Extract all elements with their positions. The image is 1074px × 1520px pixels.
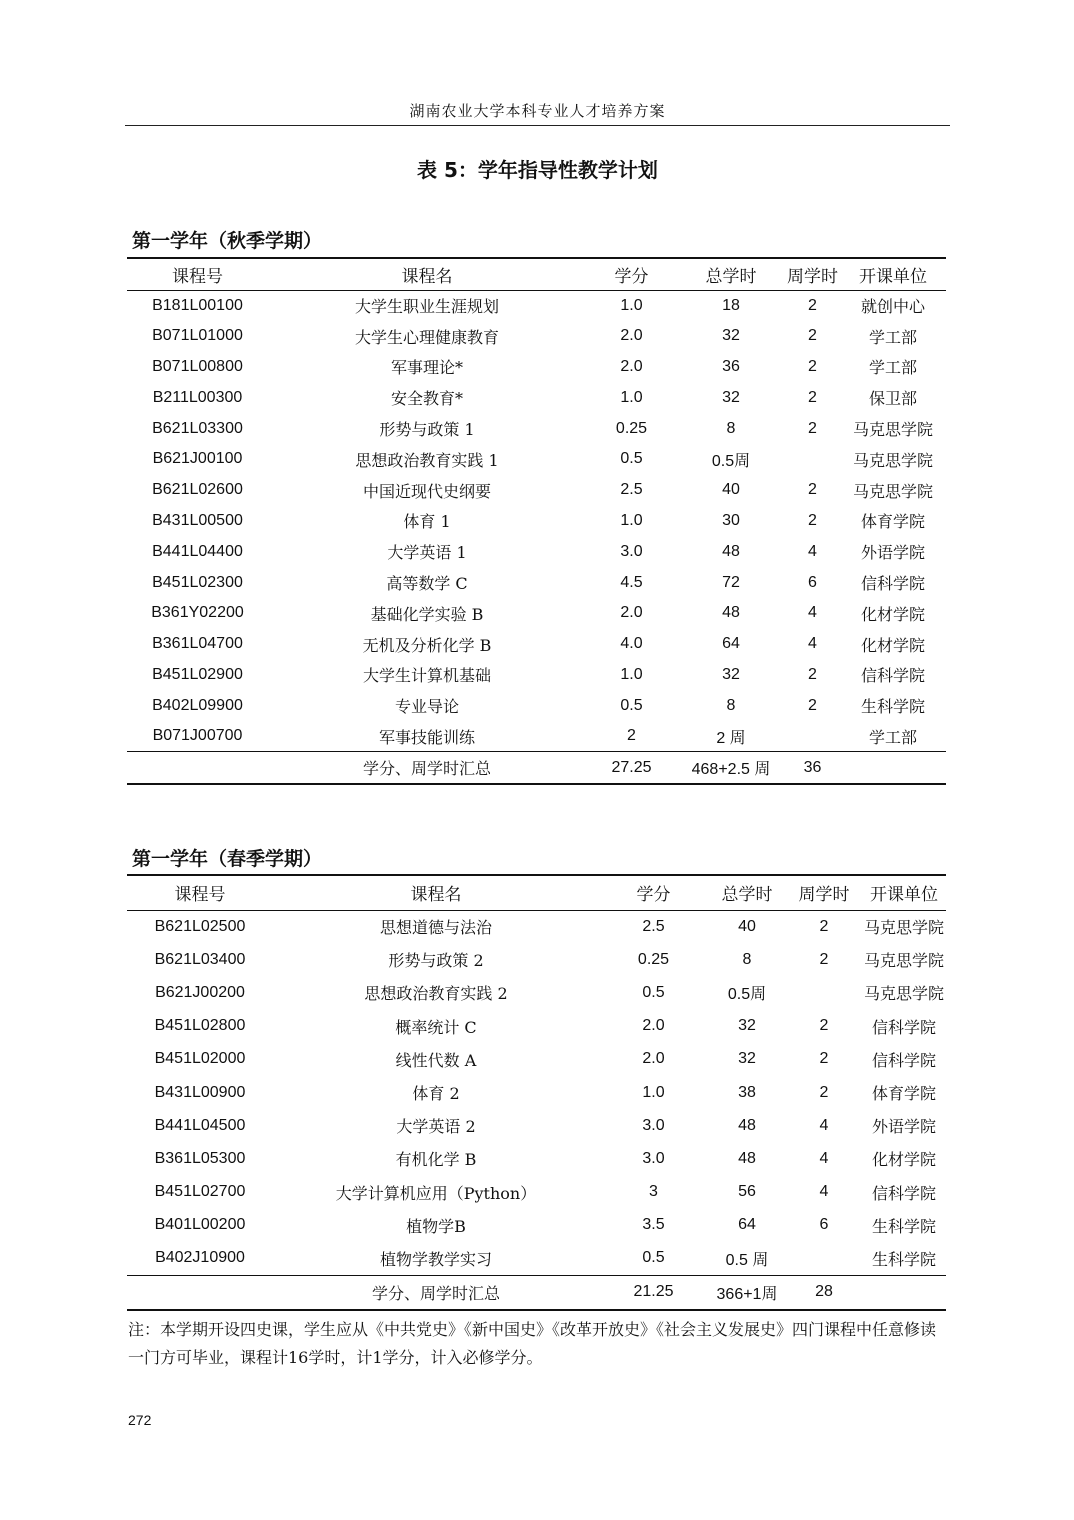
course-code: B621L02600 bbox=[152, 481, 243, 499]
course-total-hours: 32 bbox=[722, 327, 740, 345]
course-total-hours: 64 bbox=[722, 635, 740, 653]
course-row bbox=[127, 660, 946, 691]
course-code: B621L02500 bbox=[154, 917, 246, 935]
course-total-hours: 32 bbox=[722, 388, 740, 406]
course-credits: 3.0 bbox=[620, 542, 643, 560]
course-unit: 信科学院 bbox=[860, 666, 925, 686]
course-row bbox=[127, 690, 946, 721]
total-empty-cell bbox=[127, 752, 268, 784]
course-credits: 2 bbox=[627, 727, 636, 745]
course-credits: 2.0 bbox=[642, 1017, 665, 1035]
course-code: B621L03400 bbox=[154, 950, 246, 968]
course-credits: 0.5 bbox=[642, 1249, 665, 1267]
course-total-hours: 30 bbox=[722, 511, 740, 529]
course-code: B071J00700 bbox=[152, 727, 243, 745]
course-name: 形势与政策 2 bbox=[388, 951, 484, 971]
total-credits: 27.25 bbox=[611, 758, 652, 776]
course-name: 专业导论 bbox=[394, 697, 459, 717]
total-row bbox=[127, 1275, 946, 1310]
col-header-unit: 开课单位 bbox=[859, 266, 927, 287]
course-credits: 2.0 bbox=[620, 357, 643, 375]
course-name: 基础化学实验 B bbox=[370, 604, 484, 624]
course-name: 大学生计算机基础 bbox=[362, 666, 491, 686]
total-label: 学分、周学时汇总 bbox=[362, 759, 491, 779]
course-unit: 马克思学院 bbox=[863, 918, 944, 938]
course-row bbox=[127, 598, 946, 629]
fall-semester-heading: 第一学年（秋季学期） bbox=[132, 230, 323, 252]
course-total-hours: 8 bbox=[726, 696, 736, 714]
total-label: 学分、周学时汇总 bbox=[371, 1283, 500, 1303]
course-weekly-hours bbox=[785, 721, 840, 752]
course-row bbox=[127, 1176, 946, 1209]
course-name: 体育 1 bbox=[403, 512, 451, 532]
col-header-code: 课程号 bbox=[172, 266, 223, 287]
course-name: 线性代数 A bbox=[395, 1050, 477, 1070]
course-row bbox=[127, 475, 946, 506]
course-name: 军事技能训练 bbox=[378, 727, 475, 747]
course-total-hours: 32 bbox=[738, 1017, 756, 1035]
course-row bbox=[127, 1142, 946, 1175]
course-unit: 体育学院 bbox=[860, 512, 925, 532]
course-row bbox=[127, 413, 946, 444]
course-credits: 2.0 bbox=[620, 604, 643, 622]
course-row bbox=[127, 1076, 946, 1109]
course-unit: 化材学院 bbox=[871, 1150, 936, 1170]
course-code: B451L02800 bbox=[154, 1017, 246, 1035]
course-total-hours: 8 bbox=[726, 419, 736, 437]
course-total-hours: 2 周 bbox=[716, 729, 746, 747]
course-total-hours: 72 bbox=[722, 573, 740, 591]
course-weekly-hours bbox=[786, 976, 862, 1009]
course-weekly-hours: 2 bbox=[808, 357, 817, 375]
course-row bbox=[127, 321, 946, 352]
fall-semester-table bbox=[127, 257, 946, 785]
total-weekly-hours: 28 bbox=[815, 1283, 833, 1301]
course-total-hours: 48 bbox=[722, 542, 740, 560]
course-row bbox=[127, 506, 946, 537]
course-credits: 1.0 bbox=[620, 511, 643, 529]
course-unit: 保卫部 bbox=[868, 389, 917, 409]
course-row bbox=[127, 629, 946, 660]
course-credits: 2.0 bbox=[620, 327, 643, 345]
course-weekly-hours: 2 bbox=[808, 419, 817, 437]
course-code: B431L00500 bbox=[152, 511, 243, 529]
course-code: B621J00200 bbox=[155, 983, 245, 1001]
course-weekly-hours: 4 bbox=[808, 635, 817, 653]
total-weekly-hours: 36 bbox=[803, 758, 822, 776]
course-name: 安全教育* bbox=[390, 389, 463, 409]
col-header-weekly-hours: 周学时 bbox=[787, 266, 838, 287]
course-weekly-hours: 2 bbox=[819, 1017, 829, 1035]
course-name: 体育 2 bbox=[412, 1084, 460, 1104]
course-name: 思想政治教育实践 1 bbox=[355, 450, 499, 470]
course-name: 大学英语 2 bbox=[396, 1117, 476, 1137]
total-empty-cell bbox=[840, 752, 946, 784]
course-unit: 马克思学院 bbox=[852, 450, 933, 470]
page-number: 272 bbox=[128, 1412, 152, 1428]
course-code: B071L00800 bbox=[152, 357, 243, 375]
course-name: 大学生职业生涯规划 bbox=[354, 297, 499, 317]
course-unit: 生科学院 bbox=[871, 1249, 936, 1269]
course-code: B361L05300 bbox=[154, 1149, 246, 1167]
course-credits: 2.5 bbox=[620, 481, 643, 499]
course-unit: 就创中心 bbox=[860, 297, 925, 317]
course-name: 思想道德与法治 bbox=[379, 918, 492, 938]
total-empty-cell bbox=[127, 1275, 273, 1310]
course-total-hours: 48 bbox=[738, 1116, 756, 1134]
course-total-hours: 40 bbox=[722, 481, 740, 499]
table-header-row bbox=[127, 875, 946, 910]
course-credits: 3.0 bbox=[642, 1149, 665, 1167]
course-total-hours: 32 bbox=[738, 1050, 756, 1068]
course-row bbox=[127, 1043, 946, 1076]
col-header-unit: 开课单位 bbox=[870, 885, 938, 906]
course-weekly-hours bbox=[786, 1242, 862, 1275]
course-name: 形势与政策 1 bbox=[379, 420, 475, 440]
course-row bbox=[127, 1242, 946, 1275]
course-total-hours: 36 bbox=[722, 357, 740, 375]
course-unit: 马克思学院 bbox=[863, 951, 944, 971]
course-weekly-hours: 4 bbox=[808, 542, 817, 560]
course-weekly-hours: 4 bbox=[819, 1116, 829, 1134]
col-header-name: 课程名 bbox=[410, 885, 462, 906]
course-row bbox=[127, 444, 946, 475]
course-unit: 体育学院 bbox=[871, 1084, 936, 1104]
course-weekly-hours: 2 bbox=[819, 950, 829, 968]
course-row bbox=[127, 1209, 946, 1242]
total-hours: 468+2.5 周 bbox=[691, 761, 771, 779]
table-header-row bbox=[127, 258, 946, 290]
course-code: B402J10900 bbox=[155, 1249, 245, 1267]
course-row bbox=[127, 1010, 946, 1043]
course-unit: 外语学院 bbox=[871, 1117, 936, 1137]
course-weekly-hours: 2 bbox=[819, 917, 829, 935]
total-hours: 366+1周 bbox=[716, 1285, 778, 1303]
course-weekly-hours: 2 bbox=[808, 481, 817, 499]
course-name: 高等数学 C bbox=[386, 574, 468, 594]
course-total-hours: 18 bbox=[722, 296, 740, 314]
course-name: 思想政治教育实践 2 bbox=[364, 984, 508, 1004]
col-header-credits: 学分 bbox=[636, 885, 671, 906]
course-weekly-hours: 2 bbox=[808, 665, 817, 683]
course-unit: 化材学院 bbox=[860, 635, 925, 655]
course-unit: 学工部 bbox=[868, 358, 917, 378]
course-credits: 3.0 bbox=[642, 1116, 665, 1134]
col-header-total-hours: 总学时 bbox=[705, 266, 757, 287]
course-name: 中国近现代史纲要 bbox=[362, 481, 491, 501]
course-credits: 4.5 bbox=[620, 573, 643, 591]
spring-semester-heading: 第一学年（春季学期） bbox=[132, 848, 323, 870]
course-weekly-hours: 4 bbox=[808, 604, 817, 622]
course-row bbox=[127, 536, 946, 567]
course-name: 无机及分析化学 B bbox=[362, 635, 492, 655]
course-code: B401L00200 bbox=[154, 1216, 246, 1234]
course-code: B211L00300 bbox=[152, 388, 243, 406]
course-code: B181L00100 bbox=[152, 296, 243, 314]
course-name: 植物学B bbox=[406, 1216, 466, 1236]
course-unit: 马克思学院 bbox=[863, 984, 944, 1004]
course-code: B441L04500 bbox=[154, 1116, 246, 1134]
col-header-total-hours: 总学时 bbox=[721, 885, 773, 906]
course-unit: 生科学院 bbox=[871, 1216, 936, 1236]
col-header-weekly-hours: 周学时 bbox=[798, 885, 850, 906]
course-credits: 0.5 bbox=[620, 450, 643, 468]
course-weekly-hours: 2 bbox=[808, 296, 817, 314]
course-total-hours: 48 bbox=[722, 604, 740, 622]
course-code: B621L03300 bbox=[152, 419, 243, 437]
course-row bbox=[127, 910, 946, 943]
course-code: B071L01000 bbox=[152, 327, 243, 345]
course-row bbox=[127, 1109, 946, 1142]
course-code: B441L04400 bbox=[152, 542, 243, 560]
course-credits: 3 bbox=[649, 1183, 658, 1201]
course-unit: 信科学院 bbox=[871, 1017, 936, 1037]
course-row bbox=[127, 352, 946, 383]
course-unit: 信科学院 bbox=[871, 1050, 936, 1070]
course-unit: 信科学院 bbox=[860, 574, 925, 594]
course-total-hours: 0.5周 bbox=[711, 452, 751, 470]
course-total-hours: 38 bbox=[738, 1083, 756, 1101]
course-unit: 马克思学院 bbox=[852, 420, 933, 440]
course-unit: 生科学院 bbox=[860, 697, 925, 717]
course-credits: 2.5 bbox=[642, 917, 665, 935]
course-code: B451L02000 bbox=[154, 1050, 246, 1068]
course-code: B451L02700 bbox=[154, 1183, 246, 1201]
course-code: B361L04700 bbox=[152, 635, 243, 653]
course-row bbox=[127, 382, 946, 413]
course-name: 大学生心理健康教育 bbox=[354, 327, 499, 347]
course-row bbox=[127, 976, 946, 1009]
course-unit: 学工部 bbox=[868, 327, 917, 347]
course-weekly-hours: 6 bbox=[819, 1216, 829, 1234]
course-code: B402L09900 bbox=[152, 696, 243, 714]
course-unit: 学工部 bbox=[868, 727, 917, 747]
course-unit: 化材学院 bbox=[860, 604, 925, 624]
course-name: 植物学教学实习 bbox=[379, 1249, 492, 1269]
course-total-hours: 56 bbox=[738, 1183, 756, 1201]
total-empty-cell bbox=[862, 1275, 946, 1310]
course-credits: 1.0 bbox=[620, 388, 643, 406]
course-total-hours: 8 bbox=[742, 950, 752, 968]
course-row bbox=[127, 290, 946, 321]
course-credits: 1.0 bbox=[642, 1083, 665, 1101]
course-name: 有机化学 B bbox=[395, 1150, 477, 1170]
course-weekly-hours: 2 bbox=[808, 327, 817, 345]
course-credits: 3.5 bbox=[642, 1216, 665, 1234]
course-total-hours: 48 bbox=[738, 1149, 756, 1167]
course-code: B361Y02200 bbox=[151, 604, 244, 622]
course-credits: 0.25 bbox=[615, 419, 648, 437]
course-credits: 2.0 bbox=[642, 1050, 665, 1068]
course-name: 军事理论* bbox=[390, 358, 463, 378]
course-weekly-hours: 4 bbox=[819, 1183, 829, 1201]
course-row bbox=[127, 943, 946, 976]
course-weekly-hours: 2 bbox=[808, 696, 817, 714]
header-rule bbox=[125, 125, 950, 126]
course-name: 大学英语 1 bbox=[387, 543, 467, 563]
course-credits: 1.0 bbox=[620, 296, 643, 314]
col-header-name: 课程名 bbox=[401, 266, 453, 287]
table-title: 表 5：学年指导性教学计划 bbox=[417, 158, 658, 182]
course-credits: 4.0 bbox=[620, 635, 643, 653]
col-header-credits: 学分 bbox=[614, 266, 649, 287]
course-unit: 外语学院 bbox=[860, 543, 925, 563]
course-code: B431L00900 bbox=[154, 1083, 246, 1101]
course-credits: 0.5 bbox=[642, 983, 665, 1001]
course-unit: 马克思学院 bbox=[852, 481, 933, 501]
course-total-hours: 40 bbox=[738, 917, 756, 935]
course-total-hours: 0.5 周 bbox=[725, 1251, 769, 1269]
footnote: 注：本学期开设四史课，学生应从《中共党史》《新中国史》《改革开放史》《社会主义发展史》四门课程中任意修读一门方可毕业，课程计16学时，计1学分，计入必修学分。 bbox=[128, 1320, 937, 1367]
course-name: 概率统计 C bbox=[395, 1017, 477, 1037]
course-row bbox=[127, 721, 946, 752]
course-credits: 0.5 bbox=[620, 696, 643, 714]
course-credits: 1.0 bbox=[620, 665, 643, 683]
course-weekly-hours bbox=[785, 444, 840, 475]
course-weekly-hours: 2 bbox=[819, 1050, 829, 1068]
spring-semester-table bbox=[127, 874, 946, 1311]
course-code: B451L02300 bbox=[152, 573, 243, 591]
course-total-hours: 64 bbox=[738, 1216, 756, 1234]
course-code: B621J00100 bbox=[152, 450, 243, 468]
course-weekly-hours: 4 bbox=[819, 1149, 829, 1167]
course-weekly-hours: 6 bbox=[808, 573, 817, 591]
running-header: 湖南农业大学本科专业人才培养方案 bbox=[409, 102, 666, 120]
total-credits: 21.25 bbox=[633, 1283, 674, 1301]
course-weekly-hours: 2 bbox=[808, 511, 817, 529]
total-row bbox=[127, 752, 946, 784]
course-weekly-hours: 2 bbox=[819, 1083, 829, 1101]
course-total-hours: 32 bbox=[722, 665, 740, 683]
course-name: 大学计算机应用（Python） bbox=[335, 1183, 537, 1203]
col-header-code: 课程号 bbox=[174, 885, 226, 906]
course-credits: 0.25 bbox=[637, 950, 670, 968]
course-unit: 信科学院 bbox=[871, 1183, 936, 1203]
course-total-hours: 0.5周 bbox=[727, 986, 767, 1004]
course-weekly-hours: 2 bbox=[808, 388, 817, 406]
course-code: B451L02900 bbox=[152, 665, 243, 683]
course-row bbox=[127, 567, 946, 598]
